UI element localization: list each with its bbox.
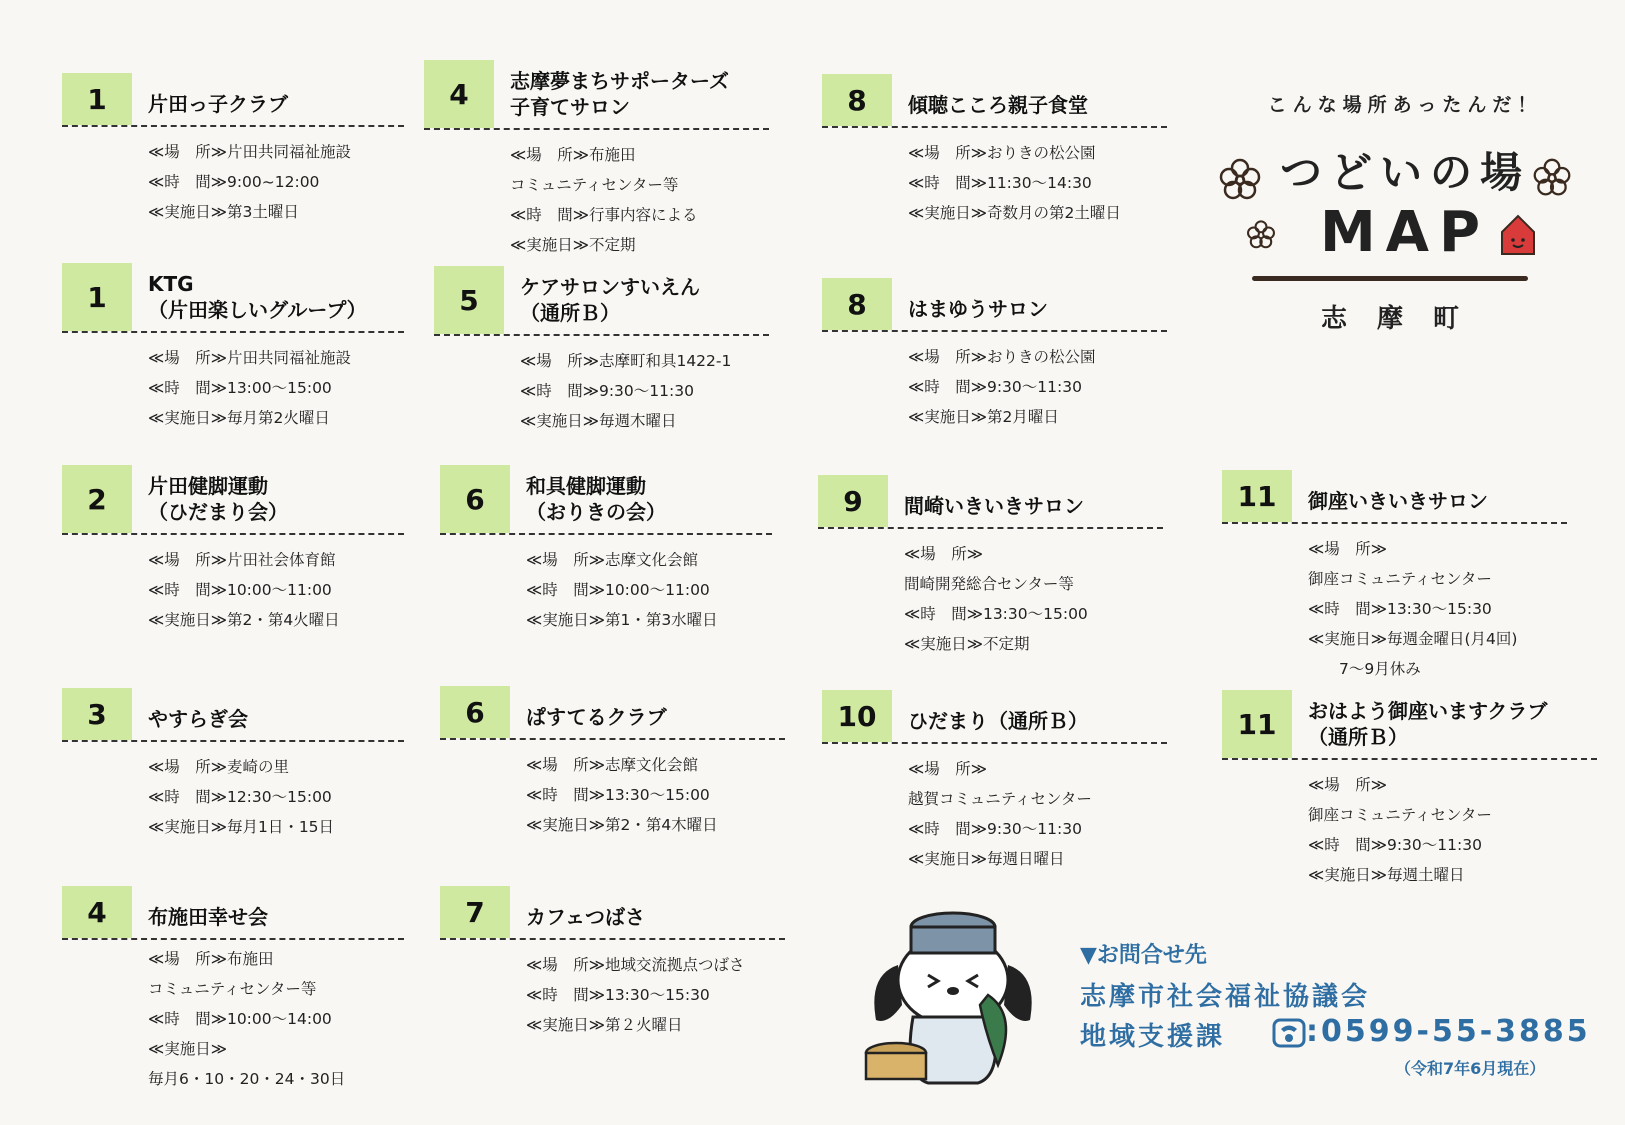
card-number: 4 <box>424 60 494 128</box>
card-line: ≪場 所≫ <box>908 760 987 778</box>
card-line: ≪時 間≫13:30～15:00 <box>526 786 710 804</box>
card-line: ≪実施日≫不定期 <box>510 236 636 254</box>
card-title: 和具健脚運動 （おりきの会） <box>526 474 666 524</box>
card-line: ≪時 間≫13:30～15:00 <box>904 605 1088 623</box>
card-line: ≪実施日≫第3土曜日 <box>148 203 299 221</box>
card-line: ≪時 間≫10:00～11:00 <box>526 581 710 599</box>
card-yume-machi <box>424 62 769 260</box>
card-fuseda-shiawase <box>62 888 404 1094</box>
card-line: ≪場 所≫布施田 <box>148 950 274 968</box>
card-line: 御座コミュニティセンター <box>1308 806 1492 824</box>
card-line: ≪実施日≫ <box>148 1040 227 1058</box>
contact-phone: :0599-55-3885 <box>1306 1014 1591 1049</box>
card-number: 3 <box>62 688 132 740</box>
card-line: ≪実施日≫第２火曜日 <box>526 1016 683 1034</box>
card-masaki-ikiiki <box>818 477 1163 659</box>
card-title: 傾聴こころ親子食堂 <box>908 93 1088 117</box>
card-number: 11 <box>1222 470 1292 522</box>
card-number: 8 <box>822 74 892 126</box>
contact-organization: 志摩市社会福祉協議会 <box>1080 982 1371 1012</box>
mascot-illustration <box>858 905 1048 1090</box>
card-line: ≪実施日≫第2・第4木曜日 <box>526 816 718 834</box>
phone-icon <box>1272 1018 1306 1048</box>
card-line: ≪時 間≫9:00~12:00 <box>148 173 320 191</box>
card-line: ≪時 間≫9:30～11:30 <box>908 378 1082 396</box>
card-line: ≪場 所≫志摩文化会館 <box>526 551 698 569</box>
card-title: ケアサロンすいえん （通所Ｂ） <box>520 275 700 325</box>
card-line: ≪時 間≫9:30～11:30 <box>908 820 1082 838</box>
card-pastel-club <box>440 688 785 840</box>
card-line: ≪場 所≫ <box>1308 540 1387 558</box>
contact-label: ▼お問合せ先 <box>1080 943 1207 968</box>
card-number: 9 <box>818 475 888 527</box>
card-line: ≪実施日≫毎週土曜日 <box>1308 866 1465 884</box>
house-icon <box>1498 212 1538 256</box>
flower-icon <box>1218 158 1262 202</box>
card-title: 間崎いきいきサロン <box>904 494 1084 518</box>
card-title: 志摩夢まちサポーターズ 子育てサロン <box>510 69 729 119</box>
card-title: ぱすてるクラブ <box>526 705 667 729</box>
card-line: ≪場 所≫地域交流拠点つばさ <box>526 956 745 974</box>
card-line: ≪場 所≫志摩文化会館 <box>526 756 698 774</box>
card-line: ≪場 所≫片田共同福祉施設 <box>148 349 351 367</box>
card-title: カフェつばさ <box>526 905 645 929</box>
card-title: ひだまり（通所Ｂ） <box>908 709 1088 733</box>
card-line: ≪場 所≫布施田 <box>510 146 636 164</box>
card-line: ≪実施日≫第2・第4火曜日 <box>148 611 340 629</box>
card-line: ≪時 間≫13:00～15:00 <box>148 379 332 397</box>
card-line: ≪時 間≫12:30～15:00 <box>148 788 332 806</box>
card-line: ≪時 間≫9:30～11:30 <box>1308 836 1482 854</box>
card-cafe-tsubasa <box>440 888 785 1040</box>
card-title: 片田っ子クラブ <box>148 92 288 116</box>
card-title: おはよう御座いますクラブ （通所Ｂ） <box>1308 699 1548 749</box>
card-number: 1 <box>62 263 132 331</box>
card-hidamari <box>822 692 1167 874</box>
header-catchphrase: こんな場所あったんだ！ <box>1267 94 1543 116</box>
card-line: ≪実施日≫第2月曜日 <box>908 408 1059 426</box>
card-title: はまゆうサロン <box>908 297 1048 321</box>
contact-department: 地域支援課 <box>1080 1022 1226 1052</box>
card-ktg <box>62 265 404 433</box>
card-number: 6 <box>440 686 510 738</box>
card-line: ≪実施日≫毎週日曜日 <box>908 850 1065 868</box>
card-line: 御座コミュニティセンター <box>1308 570 1492 588</box>
flower-icon <box>1246 220 1276 250</box>
card-yasuragi <box>62 690 404 842</box>
card-number: 7 <box>440 886 510 938</box>
card-goza-ikiiki <box>1222 472 1567 684</box>
card-title: 布施田幸せ会 <box>148 905 268 929</box>
card-line: コミュニティセンター等 <box>148 980 317 998</box>
card-number: 10 <box>822 690 892 742</box>
card-line: ≪実施日≫毎月第2火曜日 <box>148 409 330 427</box>
card-number: 4 <box>62 886 132 938</box>
card-line: 毎月6・10・20・24・30日 <box>148 1070 346 1088</box>
card-line: ≪場 所≫麦崎の里 <box>148 758 289 776</box>
card-line: ≪実施日≫毎週金曜日(月4回) <box>1308 630 1518 648</box>
card-wagu-kenkyaku <box>440 467 772 635</box>
card-line: ≪時 間≫11:30～14:30 <box>908 174 1092 192</box>
card-line: ≪場 所≫志摩町和具1422-1 <box>520 352 732 370</box>
card-number: 6 <box>440 465 510 533</box>
card-katada-kenkyaku <box>62 467 404 635</box>
card-line: ≪場 所≫ <box>1308 776 1387 794</box>
contact-date: （令和7年6月現在） <box>1395 1059 1546 1078</box>
card-line: ≪場 所≫おりきの松公園 <box>908 144 1096 162</box>
card-care-salon-suien <box>434 268 769 436</box>
card-line: ≪時 間≫10:00～11:00 <box>148 581 332 599</box>
card-number: 5 <box>434 266 504 334</box>
card-line: 越賀コミュニティセンター <box>908 790 1092 808</box>
header-map-title: MAP <box>1319 200 1491 265</box>
card-title: やすらぎ会 <box>148 707 248 731</box>
card-line: ≪実施日≫毎月1日・15日 <box>148 818 335 836</box>
card-line: ≪場 所≫片田共同福祉施設 <box>148 143 351 161</box>
card-line: ≪実施日≫不定期 <box>904 635 1030 653</box>
card-number: 2 <box>62 465 132 533</box>
card-line: ≪時 間≫13:30～15:30 <box>526 986 710 1004</box>
card-line: ≪実施日≫奇数月の第2土曜日 <box>908 204 1121 222</box>
header-title: つどいの場 <box>1279 148 1530 197</box>
card-hamayu-salon <box>822 280 1167 432</box>
flower-icon <box>1532 158 1572 198</box>
card-title: KTG （片田楽しいグループ） <box>148 272 367 322</box>
card-number: 8 <box>822 278 892 330</box>
card-number: 11 <box>1222 690 1292 758</box>
card-keicho-kokoro <box>822 76 1167 228</box>
card-line: ≪実施日≫毎週木曜日 <box>520 412 677 430</box>
card-title: 御座いきいきサロン <box>1308 489 1488 513</box>
card-number: 1 <box>62 73 132 125</box>
header-town: 志摩町 <box>1320 304 1489 334</box>
card-line: ≪場 所≫ <box>904 545 983 563</box>
card-line: ≪場 所≫片田社会体育館 <box>148 551 336 569</box>
card-line: ≪時 間≫行事内容による <box>510 206 698 224</box>
card-line: コミュニティセンター等 <box>510 176 679 194</box>
card-line: ≪時 間≫13:30～15:30 <box>1308 600 1492 618</box>
card-line: 間崎開発総合センター等 <box>904 575 1074 593</box>
card-katako-club <box>62 75 404 227</box>
card-line: ≪場 所≫おりきの松公園 <box>908 348 1096 366</box>
card-ohayo-goza <box>1222 692 1597 890</box>
card-line: ≪実施日≫第1・第3水曜日 <box>526 611 718 629</box>
card-line: ≪時 間≫9:30～11:30 <box>520 382 694 400</box>
card-line: ≪時 間≫10:00～14:00 <box>148 1010 332 1028</box>
card-line: 7～9月休み <box>1308 660 1421 678</box>
header-divider <box>1252 276 1528 281</box>
card-title: 片田健脚運動 （ひだまり会） <box>148 474 288 524</box>
